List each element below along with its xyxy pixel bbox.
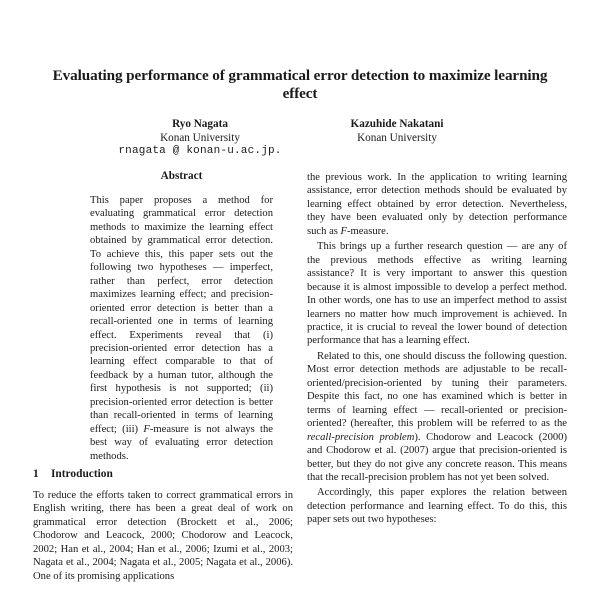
author-affiliation: Konan University bbox=[357, 131, 437, 144]
text-part: Related to this, one should discuss the following question. Most error detection methods are adjustable to be recall-oriented/precision-oriented by tuning their parameters. Despite this fact, no one has examined which is better in terms of learning effect — recall-oriented or precision-oriented? (hereafter, this problem will be referred to as the bbox=[307, 350, 567, 430]
abstract-text-part: -measure is not always the best way of evaluating error detection methods. bbox=[90, 423, 273, 462]
text-part: -measure. bbox=[347, 225, 389, 237]
abstract-text bbox=[90, 194, 273, 463]
section-number: 1 bbox=[33, 468, 39, 480]
f-measure-symbol: F bbox=[143, 423, 150, 435]
author-block-1 bbox=[100, 118, 300, 159]
paragraph: Accordingly, this paper explores the relation between detection performance and learning effect. To do this, this paper sets out two hypotheses: bbox=[307, 487, 567, 526]
paper-title: Evaluating performance of grammatical error detection to maximize learning effect bbox=[52, 67, 548, 102]
section-title: Introduction bbox=[51, 468, 113, 480]
abstract-text-part: This paper proposes a method for evaluating grammatical error detection methods to maximize the learning effect obtained by grammatical error detection. To achieve this, this paper sets out the following two hypotheses — imperfect, rather than perfect, error detection maximizes learning effect; and precision-oriented error detection is better than a recall-oriented one in terms of learning effect. Experiments reveal that (i) precision-oriented error detection has a learning effect comparable to that of feedback by a human tutor, although the first hypothesis is not supported; (ii) precision-oriented error detection is better than recall-oriented in terms of learning effect; (iii) bbox=[90, 195, 273, 435]
introduction-text bbox=[33, 489, 293, 583]
text-part: ). Chodorow and Leacock (2000) and Chodorow et al. (2007) argue that precision-oriented is better, but they do not give any concrete reason. This means that the recall-precision problem has not yet been solved. bbox=[307, 431, 567, 483]
author-block-2 bbox=[297, 118, 497, 145]
paragraph: To reduce the efforts taken to correct grammatical errors in English writing, there has been a great deal of work on grammatical error detection (Brockett et al., 2006; Chodorow and Leacock, 2000; Chodorow and Leacock, 2002; Han et al., 2004; Han et al., 2006; Izumi et al., 2003; Nagata et al., 2004; Nagata et al., 2005; Nagata et al., 2006). One of its promising applications bbox=[33, 490, 293, 582]
author-name: Ryo Nagata bbox=[172, 118, 228, 130]
paragraph: This brings up a further research question — are any of the previous methods effective as writing learning assistance? It is very important to answer this question because it is almost impossible to develop a perfect method. In other words, one has to use an imperfect method to assist learners no matter how much improvement is achieved. In practice, it is crucial to reveal the lower bound of detection performance that has a learning effect. bbox=[307, 241, 567, 347]
author-name: Kazuhide Nakatani bbox=[350, 118, 444, 130]
author-email: rnagata @ konan-u.ac.jp. bbox=[118, 145, 282, 158]
paragraph bbox=[307, 350, 567, 485]
f-measure-symbol: F bbox=[340, 225, 348, 237]
paragraph bbox=[307, 171, 567, 238]
section-heading-introduction bbox=[33, 468, 113, 480]
abstract-heading: Abstract bbox=[160, 170, 203, 182]
right-column bbox=[307, 171, 567, 527]
text-part: the previous work. In the application to writing learning assistance, error detection methods should be evaluated by learning effect obtained by error detection. Nevertheless, they have been evaluated only by detection performance such as bbox=[307, 172, 567, 237]
emphasized-term: recall-precision problem bbox=[307, 431, 415, 443]
author-affiliation: Konan University bbox=[160, 131, 240, 144]
